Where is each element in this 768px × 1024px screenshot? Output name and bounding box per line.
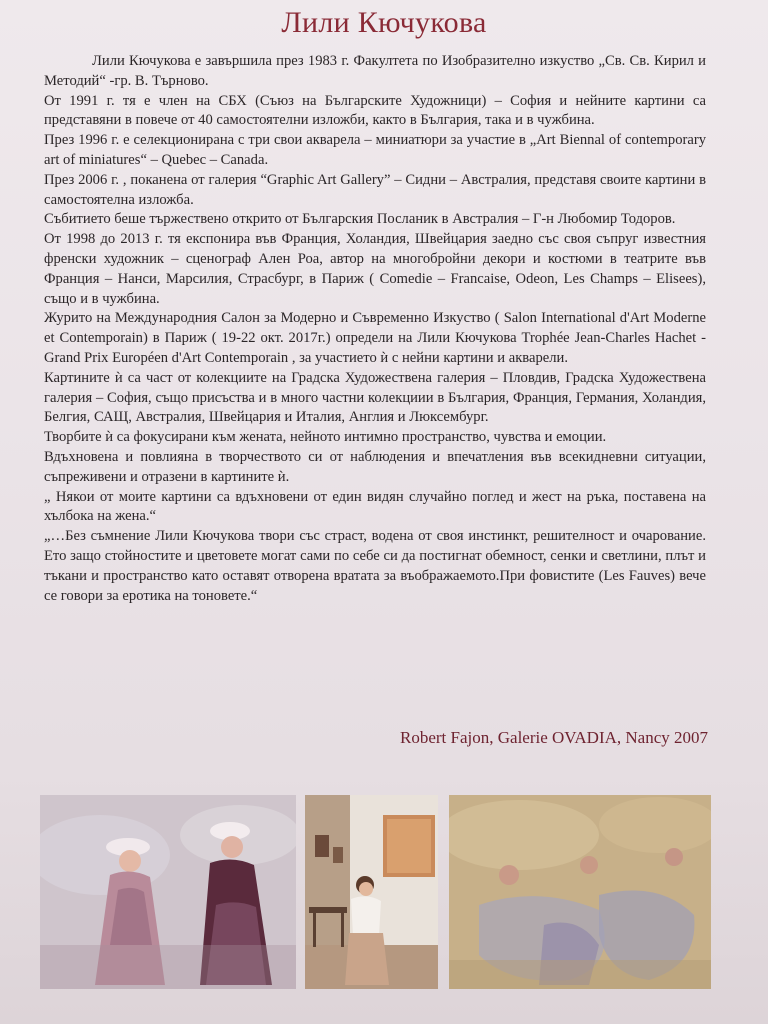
paragraph-inspiration: Вдъхновена и повлияна в творчеството си от наблюдения и впечатления във всекидневни ситуации, съпреживени и отразени в картините ѝ. bbox=[44, 448, 706, 485]
paragraph-membership: От 1991 г. тя е член на СБХ (Съюз на Българските Художници) – София и нейните картини са представяни в повече от 40 самостоятелни изложби, както в България, така и в чужбина. bbox=[44, 92, 706, 129]
biography-text bbox=[44, 52, 706, 606]
paragraph-collections: Картините ѝ са част от колекциите на Градска Художествена галерия – Пловдив, Градска Художествена галерия – София, също присъства и в много частни колекциии в България, Франция, Германия, Холандия, Белгия, САЩ, Австралия, Швейцария и Италия, Англия и Люксембург. bbox=[44, 369, 706, 426]
painting-two-women bbox=[40, 795, 296, 989]
paragraph-education: Лили Кючукова е завършила през 1983 г. Факултета по Изобразително изкуство „Св. Св. Кирил и Методий“ -гр. В. Търново. bbox=[44, 53, 706, 89]
paragraph-1998-2013: От 1998 до 2013 г. тя експонира във Франция, Холандия, Швейцария заедно със своя съпруг известния френски художник – сценограф Ален Роа, автор на многобройни декори и костюми в театрите във Франция – Нанси, Марсилия, Страсбург, в Париж ( Comedie – Francaise, Odeon, Les Champs – Elisees), също и в чужбина. bbox=[44, 231, 706, 307]
painting-pastel-figures bbox=[449, 795, 711, 989]
paragraph-salon: Журито на Международния Салон за Модерно и Съвременно Изкуство ( Salon International d'Art Moderne et Contemporain) в Париж ( 19-22 окт. 2017г.) определи на Лили Кючукова Trophée Jean-Charles Hachet - Grand Prix Européen d'Art Contemporain , за участието ѝ с нейни картини и акварели. bbox=[44, 310, 706, 366]
paragraph-2006: През 2006 г. , поканена от галерия “Graphic Art Gallery” – Сидни – Австралия, представя своите картини в самостоятелна изложба. bbox=[44, 171, 706, 208]
paragraph-critic-quote: „…Без съмнение Лили Кючукова твори със страст, водена от своя инстинкт, решителност и очарование. Ето защо стойностите и цветовете могат сами по себе си да постигнат обемност, сенки и светлини, плът и тъкани и пространство като оставят отворена вратата за въображаемото.При фовистите (Les Fauves) вече се говори за еротика на тоновете.“ bbox=[44, 528, 706, 604]
paragraph-1996: През 1996 г. е селекционирана с три свои акварела – миниатюри за участие в „Art Biennal of contemporary art of miniatures“ – Quebec – Canada. bbox=[44, 132, 706, 168]
photo-artist-gallery bbox=[305, 795, 438, 989]
quote-signature: Robert Fajon, Galerie OVADIA, Nancy 2007 bbox=[400, 728, 708, 747]
paragraph-artist-quote: „ Някои от моите картини са вдъхновени от един видян случайно поглед и жест на ръка, поставена на хълбока на жена.“ bbox=[44, 488, 706, 525]
paragraph-opening: Събитието беше тържествено открито от Българския Посланик в Австралия – Г-н Любомир Тодоров. bbox=[44, 211, 676, 228]
paragraph-focus: Творбите ѝ са фокусирани към жената, нейното интимно пространство, чувства и емоции. bbox=[44, 429, 607, 446]
page-title: Лили Кючукова bbox=[281, 6, 487, 39]
